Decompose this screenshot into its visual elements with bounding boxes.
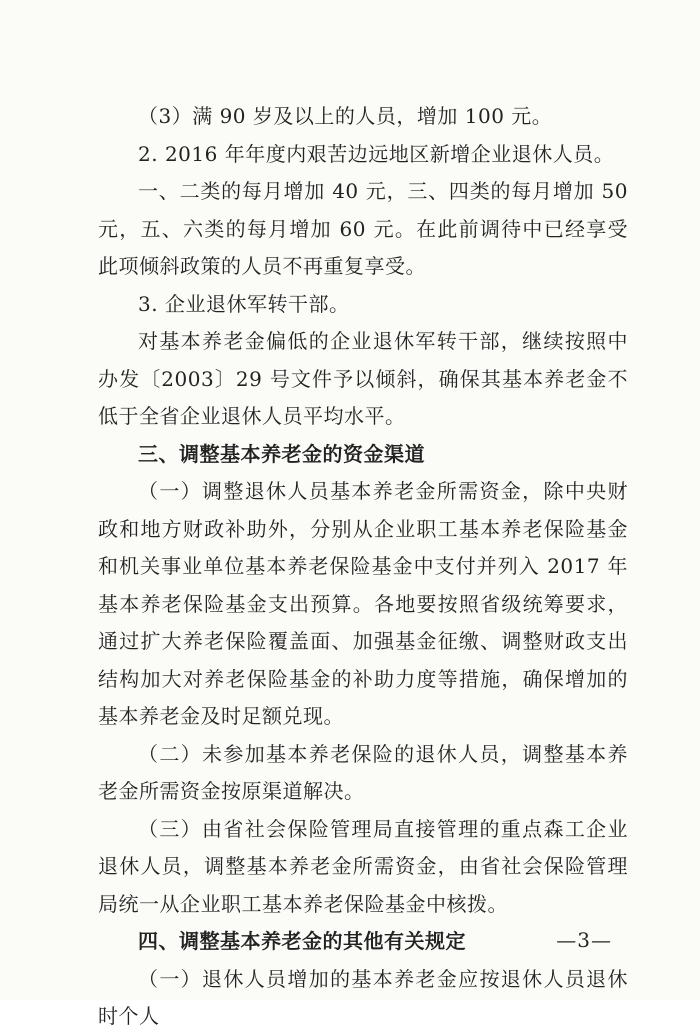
section-heading-funding: 三、调整基本养老金的资金渠道 [138, 441, 425, 466]
paragraph-funding-1: （一）调整退休人员基本养老金所需资金，除中央财政和地方财政补助外，分别从企业职工基本养老保险基金和机关事业单位基本养老保险基金中支付并列入 2017 年基本养老保险基金支出预算。各地要按照省级统筹要求，通过扩大养老保险覆盖面、加强基金征缴、调整财政支出结构加大对养老保险基金的补助力度等措施，确保增加的基本养老金及时足额兑现。 [98, 479, 628, 728]
section-heading-other-rules: 四、调整基本养老金的其他有关规定 [138, 929, 466, 953]
paragraph-other-rules-1: （一）退休人员增加的基本养老金应按退休人员退休时个人 [98, 966, 628, 1028]
paragraph-funding-3: （三）由省社会保险管理局直接管理的重点森工企业退休人员，调整基本养老金所需资金，由省社会保险管理局统一从企业职工基本养老保险基金中核拨。 [98, 816, 628, 916]
paragraph-remote-areas-title: 2. 2016 年年度内艰苦边远地区新增企业退休人员。 [138, 141, 615, 166]
paragraph-remote-areas-detail: 一、二类的每月增加 40 元，三、四类的每月增加 50 元，五、六类的每月增加 60 元。在此前调待中已经享受此项倾斜政策的人员不再重复享受。 [98, 179, 628, 278]
document-body [98, 98, 628, 1036]
paragraph-funding-2: （二）未参加基本养老保险的退休人员，调整基本养老金所需资金按原渠道解决。 [98, 741, 628, 803]
paragraph-veteran-cadres-title: 3. 企业退休军转干部。 [138, 291, 350, 316]
page-number: —3— [556, 928, 612, 952]
paragraph-age-90: （3）满 90 岁及以上的人员，增加 100 元。 [138, 104, 553, 128]
paragraph-veteran-cadres-detail: 对基本养老金偏低的企业退休军转干部，继续按照中办发〔2003〕29 号文件予以倾斜，确保其基本养老金不低于全省企业退休人员平均水平。 [98, 329, 628, 428]
